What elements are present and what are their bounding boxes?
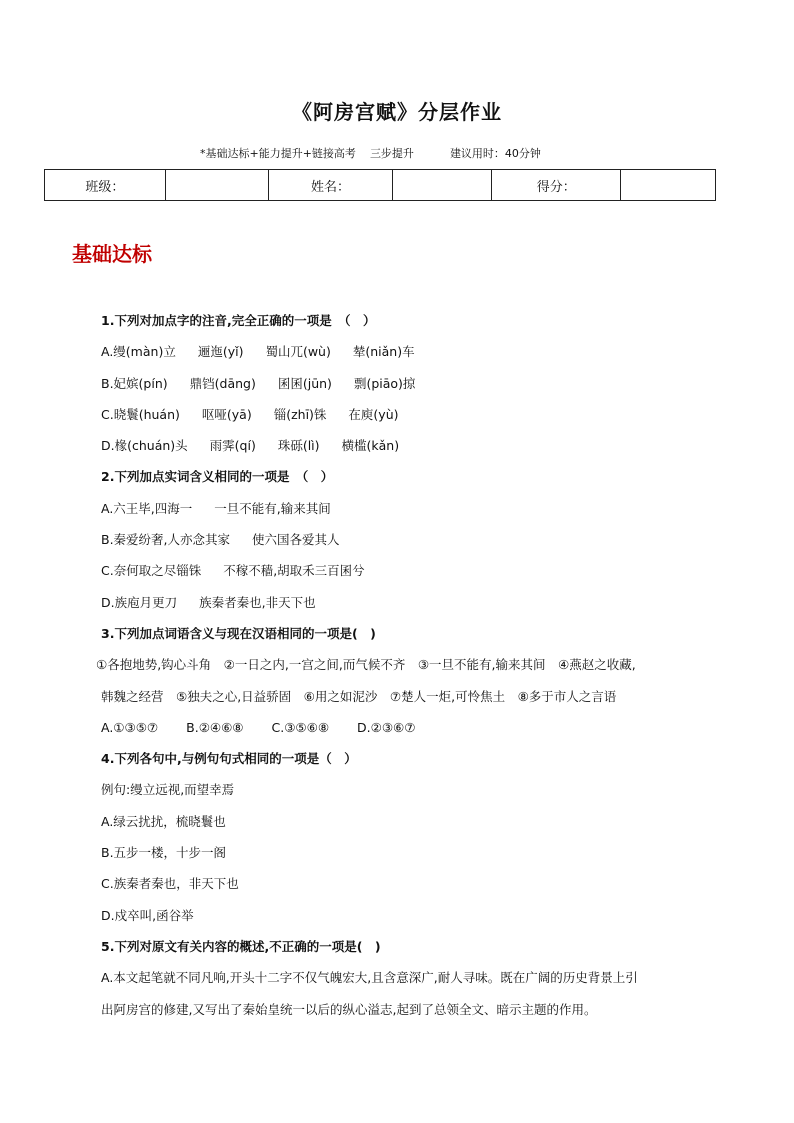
q5-stem: 5.下列对原文有关内容的概述,不正确的一项是( ) xyxy=(101,938,381,954)
q3-stem: 3.下列加点词语含义与现在汉语相同的一项是( ) xyxy=(101,625,376,641)
q2-a-2: 一旦不能有,输来其间 xyxy=(214,500,331,516)
q4-example: 例句:缦立远视,而望幸焉 xyxy=(101,782,235,798)
score-label: 得分： xyxy=(492,170,621,201)
q1-a-3: 蜀山兀(wù) xyxy=(265,344,331,360)
questions xyxy=(96,311,741,1031)
q2-c-1: C.奈何取之尽锱铢 xyxy=(101,563,202,579)
q3-options xyxy=(101,718,741,749)
q3-option-a: A.①③⑤⑦ xyxy=(101,719,159,735)
q5-option-a-line1: A.本文起笔就不同凡响,开头十二字不仅气魄宏大,且含意深广,耐人寻味。既在广阔的历史背景上引 xyxy=(101,970,638,986)
q2-d-1: D.族庖月更刀 xyxy=(101,594,178,610)
steps-text: *基础达标+能力提升+链接高考 xyxy=(200,147,356,160)
q1-option-d xyxy=(101,436,741,467)
q1-b-3: 囷囷(jūn) xyxy=(277,375,332,391)
q2-option-d xyxy=(101,593,741,624)
q4-option-a: A.绿云扰扰，梳晓鬟也 xyxy=(101,813,226,829)
info-table xyxy=(44,169,716,201)
name-field[interactable] xyxy=(393,170,492,201)
q2-a-1: A.六王毕,四海一 xyxy=(101,500,193,516)
q1-option-b xyxy=(101,374,741,405)
q3-items-line1: ①各抱地势,钩心斗角 ②一日之内,一宫之间,而气候不齐 ③一旦不能有,输来其间 ④燕赵之收藏, xyxy=(96,657,636,673)
q4-option-b: B.五步一楼，十步一阁 xyxy=(101,845,227,861)
q5-option-a-line2: 出阿房宫的修建,又写出了秦始皇统一以后的纵心溢志,起到了总领全文、暗示主题的作用。 xyxy=(101,1001,597,1017)
q1-b-2: 鼎铛(dāng) xyxy=(189,375,256,391)
q4-option-c: C.族秦者秦也，非天下也 xyxy=(101,876,239,892)
q2-d-2: 族秦者秦也,非天下也 xyxy=(199,594,316,610)
q2-option-c xyxy=(101,561,741,592)
q1-d-1: D.椽(chuán)头 xyxy=(101,438,188,454)
class-label: 班级： xyxy=(45,170,166,201)
q1-d-3: 珠砾(lì) xyxy=(277,438,320,454)
q2-option-a xyxy=(101,499,741,530)
q1-c-2: 呕哑(yā) xyxy=(201,406,252,422)
q1-d-4: 横槛(kǎn) xyxy=(341,438,400,454)
q2-b-1: B.秦爱纷奢,人亦念其家 xyxy=(101,532,231,548)
q1-a-1: A.缦(màn)立 xyxy=(101,344,176,360)
three-steps-text: 三步提升 xyxy=(369,147,414,160)
q3-items-line2: 韩魏之经营 ⑤独夫之心,日益骄固 ⑥用之如泥沙 ⑦楚人一炬,可怜焦土 ⑧多于市人之言语 xyxy=(101,688,617,704)
page-title: 《阿房宫赋》分层作业 xyxy=(292,100,502,124)
class-field[interactable] xyxy=(165,170,268,201)
q3-option-c: C.③⑤⑥⑧ xyxy=(271,719,330,735)
q1-a-2: 逦迤(yǐ) xyxy=(197,344,244,360)
time-text: 建议用时：40分钟 xyxy=(449,147,541,160)
score-field[interactable] xyxy=(621,170,716,201)
q1-a-4: 辇(niǎn)车 xyxy=(352,344,415,360)
q1-b-4: 剽(piāo)掠 xyxy=(353,375,416,391)
q1-c-4: 在庾(yù) xyxy=(348,406,399,422)
q2-option-b xyxy=(101,530,741,561)
q3-option-b: B.②④⑥⑧ xyxy=(186,719,244,735)
q2-stem: 2.下列加点实词含义相同的一项是 （ ） xyxy=(101,469,334,485)
q2-b-2: 使六国各爱其人 xyxy=(252,532,340,548)
q1-d-2: 雨霁(qí) xyxy=(209,438,256,454)
q1-option-c xyxy=(101,405,741,436)
q1-stem: 1.下列对加点字的注音,完全正确的一项是 （ ） xyxy=(101,313,376,328)
q4-stem: 4.下列各句中,与例句句式相同的一项是（ ） xyxy=(101,751,357,767)
q4-option-d: D.戍卒叫,函谷举 xyxy=(101,907,194,923)
q1-b-1: B.妃嫔(pín) xyxy=(101,375,168,391)
section-title: 基础达标 xyxy=(72,242,152,266)
q1-c-3: 锱(zhī)铢 xyxy=(273,406,327,422)
name-label: 姓名： xyxy=(268,170,393,201)
q1-option-a xyxy=(101,342,741,373)
q1-c-1: C.晓鬟(huán) xyxy=(101,406,180,422)
q2-c-2: 不稼不穑,胡取禾三百囷兮 xyxy=(223,563,365,579)
q3-option-d: D.②③⑥⑦ xyxy=(357,719,416,735)
subtitle-line xyxy=(200,145,640,161)
